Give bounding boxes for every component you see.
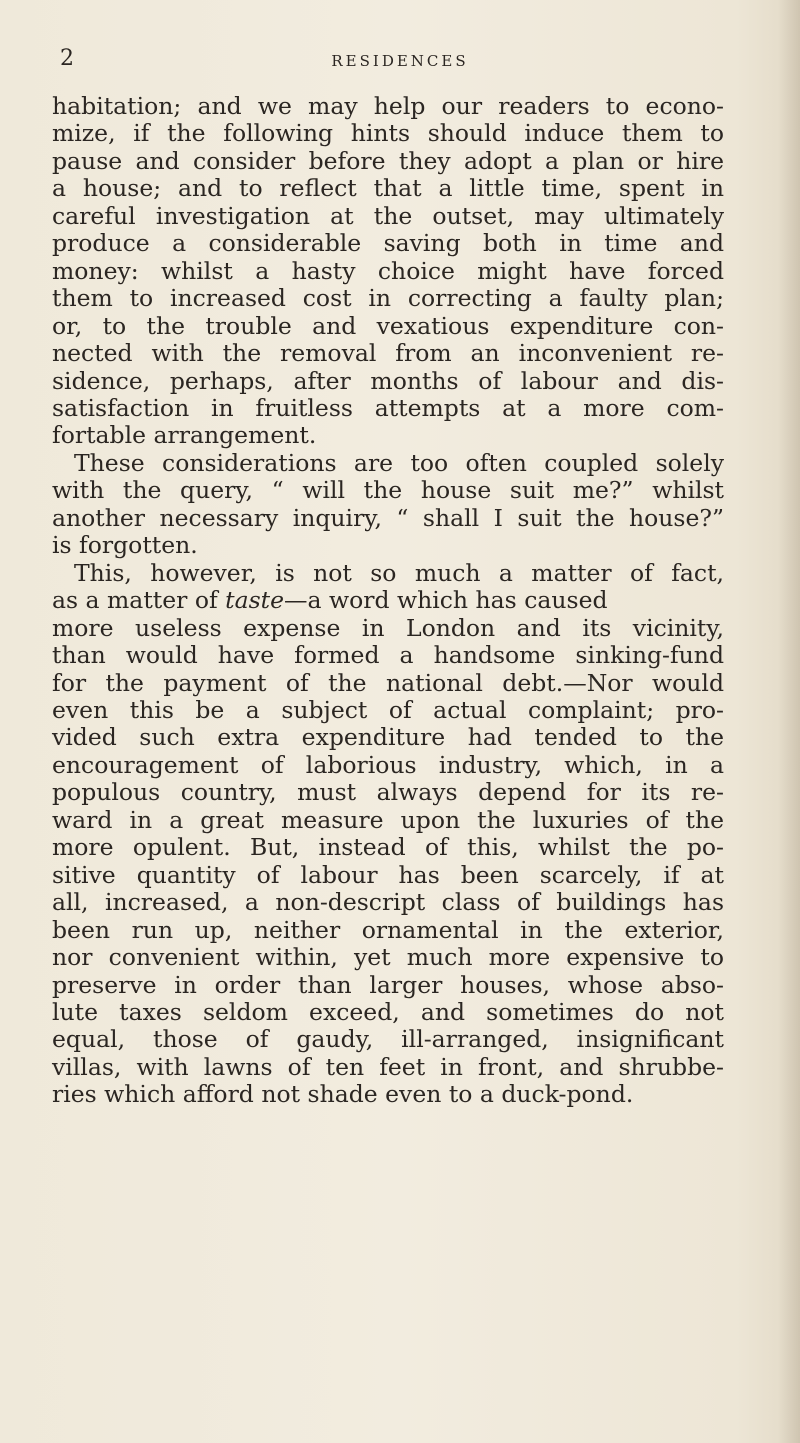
page-header — [60, 46, 740, 78]
text-line: ries which afford not shade even to a duck-pond. — [52, 1080, 634, 1109]
text-line: even this be a subject of actual complaint; pro- — [52, 695, 724, 724]
text-line: produce a considerable saving both in time and — [52, 229, 724, 258]
page-edge-shadow — [778, 0, 800, 1443]
text-line: is forgotten. — [52, 531, 198, 560]
body-text — [52, 93, 724, 1109]
text-line: fortable arrangement. — [52, 421, 317, 450]
text-line: for the payment of the national debt.—Nor would — [52, 668, 724, 697]
running-head: RESIDENCES — [331, 52, 469, 70]
text-line: mize, if the following hints should induce them to — [52, 119, 724, 148]
text-line: equal, those of gaudy, ill-arranged, insignificant — [52, 1025, 724, 1054]
text-line: These considerations are too often coupled solely — [74, 448, 724, 477]
text-line: careful investigation at the outset, may ultimately — [52, 201, 724, 230]
text-segment: as a matter of — [52, 586, 226, 615]
text-segment: —a word which has caused — [284, 586, 608, 615]
text-line: villas, with lawns of ten feet in front, and shrubbe- — [52, 1052, 724, 1081]
text-line: them to increased cost in correcting a faulty plan; — [52, 284, 724, 313]
text-line: nor convenient within, yet much more expensive to — [52, 943, 724, 972]
text-line: satisfaction in fruitless attempts at a more com- — [52, 393, 724, 422]
text-line: been run up, neither ornamental in the exterior, — [52, 915, 724, 944]
text-line-with-italic — [52, 587, 724, 614]
text-line: sitive quantity of labour has been scarcely, if at — [52, 860, 724, 889]
text-line: This, however, is not so much a matter of fact, — [74, 558, 724, 587]
text-line: than would have formed a handsome sinking-fund — [52, 641, 724, 670]
text-line: another necessary inquiry, “ shall I suit the house?” — [52, 503, 724, 532]
text-line: lute taxes seldom exceed, and sometimes do not — [52, 997, 724, 1026]
text-line: all, increased, a non-descript class of buildings has — [52, 888, 724, 917]
text-line: with the query, “ will the house suit me?” whilst — [52, 476, 724, 505]
text-line: sidence, perhaps, after months of labour and dis- — [52, 366, 724, 395]
italic-word: taste — [225, 586, 285, 615]
text-line: populous country, must always depend for its re- — [52, 778, 724, 807]
text-line: nected with the removal from an inconvenient re- — [52, 339, 724, 368]
text-line: more useless expense in London and its vicinity, — [52, 613, 724, 642]
text-line: vided such extra expenditure had tended to the — [52, 723, 724, 752]
page-number: 2 — [60, 46, 75, 71]
text-line: pause and consider before they adopt a plan or hire — [52, 146, 724, 175]
text-line: a house; and to reflect that a little time, spent in — [52, 174, 724, 203]
text-line: money: whilst a hasty choice might have forced — [52, 256, 724, 285]
text-line: habitation; and we may help our readers to econo- — [52, 92, 724, 120]
text-line: more opulent. But, instead of this, whilst the po- — [52, 833, 724, 862]
text-line: preserve in order than larger houses, whose abso- — [52, 970, 724, 999]
text-line: or, to the trouble and vexatious expenditure con- — [52, 311, 724, 340]
text-line: ward in a great measure upon the luxuries of the — [52, 805, 724, 834]
text-line: encouragement of laborious industry, which, in a — [52, 750, 724, 779]
